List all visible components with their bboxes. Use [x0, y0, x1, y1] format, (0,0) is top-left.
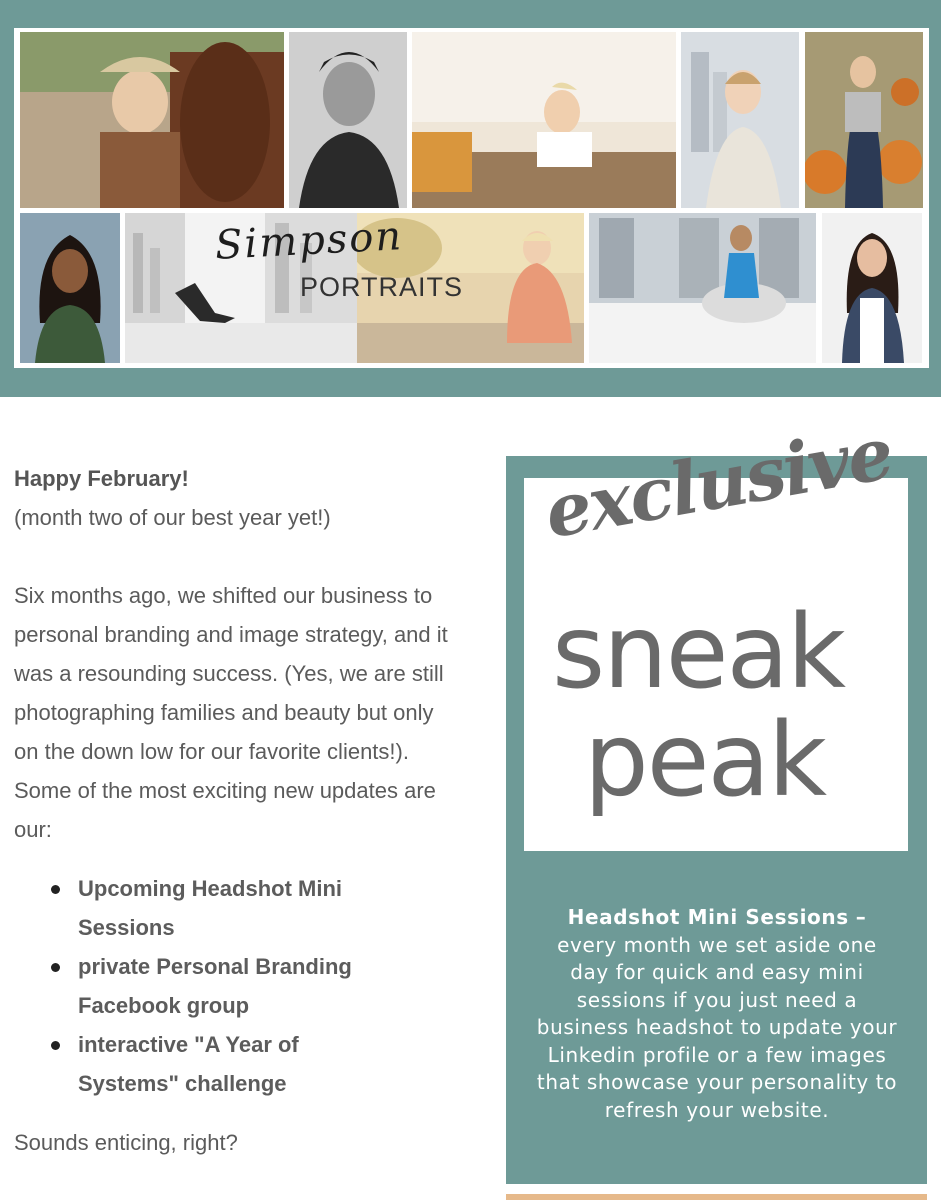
photo-woman-window [681, 32, 799, 208]
divider [506, 1194, 927, 1200]
promo-headline: Headshot Mini Sessions [567, 905, 849, 929]
photo-woman-chair [589, 213, 816, 363]
promo-body: every month we set aside one day for quick and easy mini sessions if you just need a business headshot to update your Linkedin profile or a few images that showcase your personality to refresh your website. [536, 932, 898, 1122]
feature-list [14, 869, 464, 1103]
photo-cowgirl-horse [20, 32, 284, 208]
sneak-text: sneak [552, 593, 845, 712]
sneak-peak-card [524, 409, 908, 851]
photo-woman-table [412, 32, 676, 208]
promo-dash: – [855, 905, 867, 929]
photo-woman-pumpkins [805, 32, 923, 208]
photo-woman-green [20, 213, 120, 363]
logo-sub-text: PORTRAITS [300, 272, 464, 302]
intro-section [14, 459, 464, 1162]
promo-panel [506, 409, 927, 1184]
exclusive-script: exclusive [538, 409, 898, 555]
promo-description [536, 904, 898, 1124]
list-item: interactive "A Year of Systems" challenge [78, 1025, 378, 1103]
greeting: Happy February! [14, 466, 189, 491]
subgreeting: (month two of our best year yet!) [14, 505, 331, 530]
photo-man-portrait [289, 32, 407, 208]
list-item: private Personal Branding Facebook group [78, 947, 378, 1025]
intro-paragraph: Six months ago, we shifted our business to personal branding and image strategy, and it was a resounding success. (Yes, we are still photographing families and beauty but only on the down low for our favorite clients!). Some of the most exciting new updates are our: [14, 583, 448, 842]
photo-woman-jacket [822, 213, 922, 363]
logo-script-text: Simpson [213, 213, 405, 269]
header-banner [0, 0, 941, 397]
closing-line: Sounds enticing, right? [14, 1130, 238, 1155]
list-item: Upcoming Headshot Mini Sessions [78, 869, 378, 947]
peak-text: peak [584, 701, 826, 820]
